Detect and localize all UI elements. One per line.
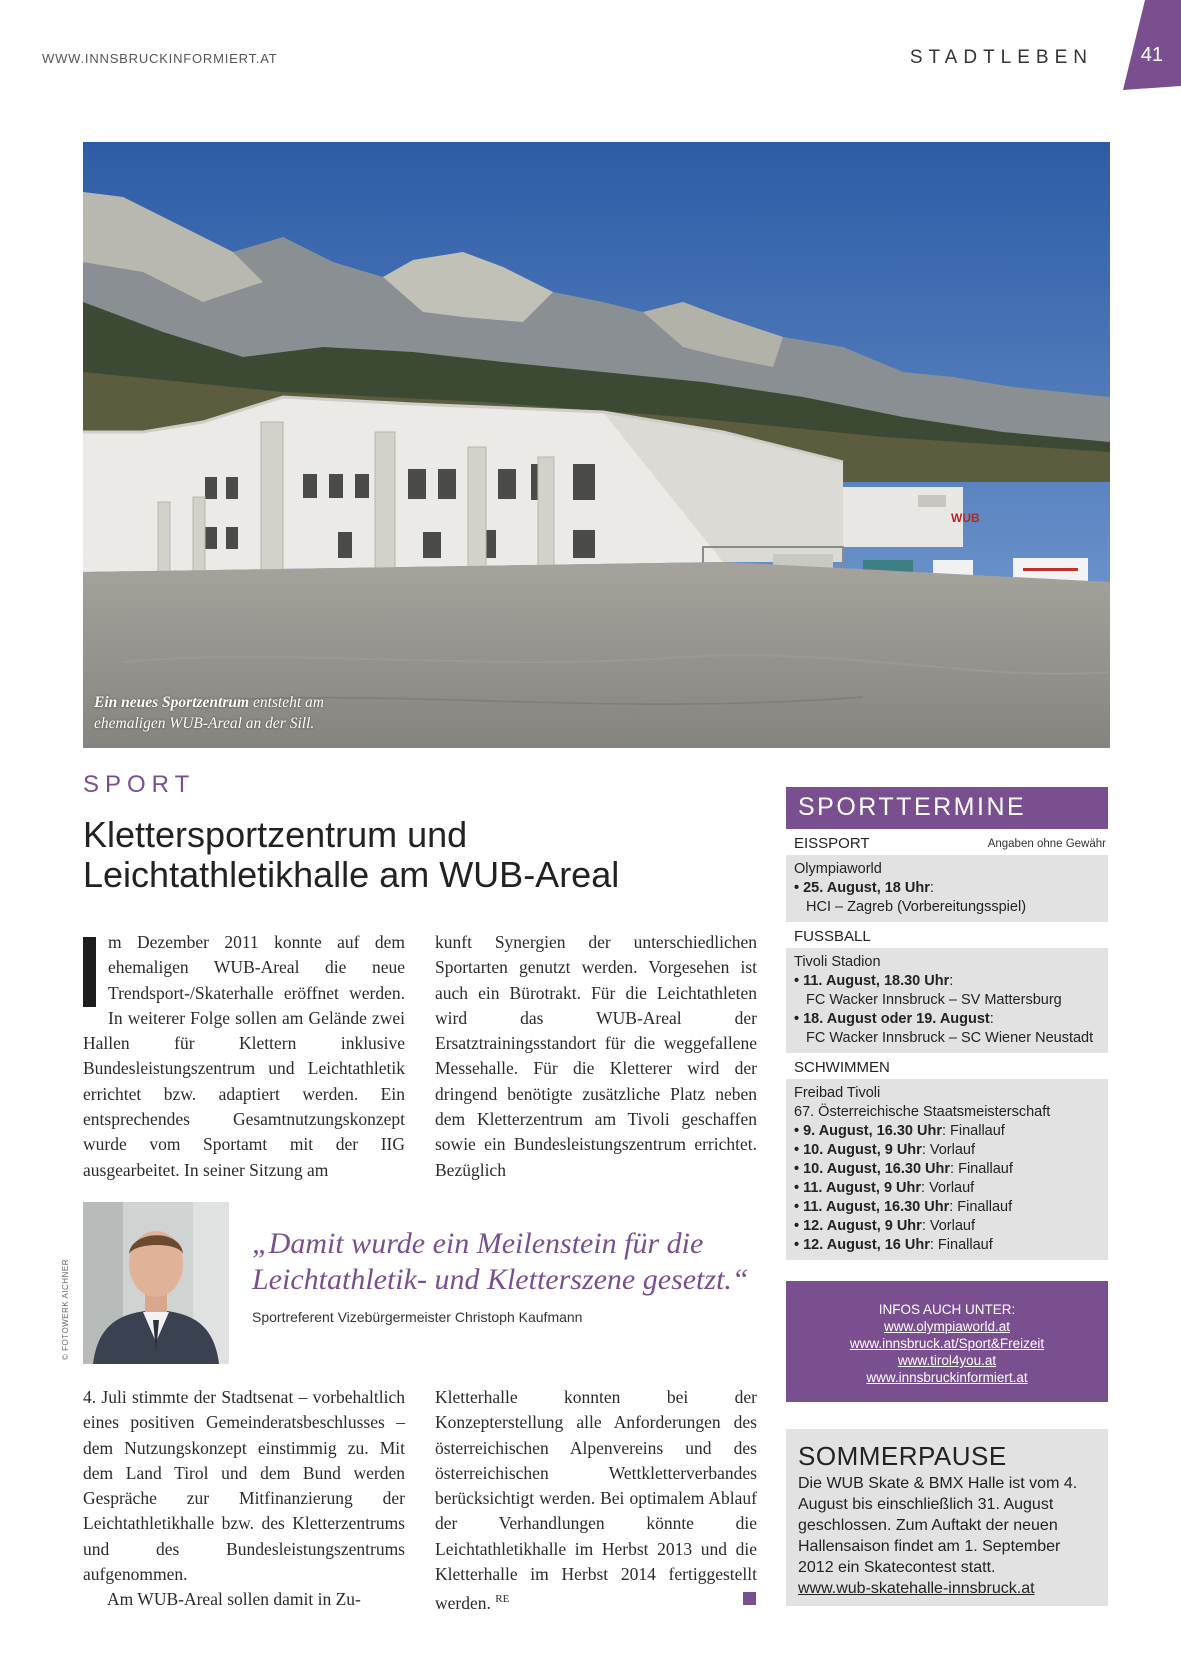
sporttermine-event-line [794, 1122, 1100, 1141]
infos-link-olympiaworld[interactable]: www.olympiaworld.at [883, 1319, 1011, 1334]
site-url: WWW.INNSBRUCKINFORMIERT.AT [42, 51, 278, 66]
sporttermine-event-detail: : Finallauf [949, 1199, 1013, 1215]
sommerpause-link[interactable]: www.wub-skatehalle-innsbruck.at [798, 1580, 1035, 1597]
sporttermine-venue: Freibad Tivoli [794, 1085, 881, 1101]
sporttermine-event-date: • 11. August, 18.30 Uhr [794, 973, 950, 989]
sporttermine-venue: Tivoli Stadion [794, 954, 881, 970]
sommerpause-box [786, 1429, 1108, 1606]
pull-quote-attribution: Sportreferent Vizebürgermeister Christoph Kaufmann [252, 1309, 583, 1325]
headline-line-2: Leichtathletikhalle am WUB-Areal [83, 854, 620, 895]
sporttermine-event-list [786, 855, 1108, 922]
sporttermine-category [786, 829, 1108, 855]
sporttermine-event-line: FC Wacker Innsbruck – SC Wiener Neustadt [806, 1030, 1094, 1046]
sporttermine-event-line: 67. Österreichische Staatsmeisterschaft [794, 1104, 1051, 1120]
sommerpause-text: Die WUB Skate & BMX Halle ist vom 4. August bis einschließlich 31. August geschlossen. Zum Auftakt der neuen Hallensaison findet am 1. September 2012 ein Skatecontest statt. [798, 1475, 1078, 1576]
sporttermine-event-line: FC Wacker Innsbruck – SV Mattersburg [806, 992, 1062, 1008]
sporttermine-event-date: • 10. August, 9 Uhr [794, 1142, 922, 1158]
sporttermine-sections [786, 829, 1108, 1260]
sporttermine-event-detail: : Vorlauf [921, 1180, 975, 1196]
sporttermine-event-date: • 11. August, 9 Uhr [794, 1180, 922, 1196]
photo-caption-rest-2: ehemaligen WUB-Areal an der Sill. [94, 715, 315, 732]
sporttermine-event-line: HCI – Zagreb (Vorbereitungsspiel) [806, 899, 1027, 915]
sporttermine-venue: Olympiaworld [794, 861, 882, 877]
pull-quote-line-2: Leichtathletik- und Kletterszene gesetzt.“ [252, 1263, 749, 1296]
sporttermine-event-detail: : Finallauf [929, 1237, 993, 1253]
sommerpause-title: SOMMERPAUSE [798, 1441, 1007, 1471]
portrait-photo-credit: © FOTOWERK AICHNER [61, 1259, 70, 1360]
column-3-text-2: Am WUB-Areal sollen damit in Zu- [107, 1589, 361, 1610]
sporttermine-disclaimer: Angaben ohne Gewähr [987, 838, 1106, 850]
sporttermine-event-detail: : Finallauf [950, 1161, 1013, 1177]
wub-sign-text: WUB [951, 511, 980, 525]
sporttermine-event-line [794, 1236, 1100, 1255]
infos-link-tirol4you[interactable]: www.tirol4you.at [897, 1353, 997, 1368]
photo-caption [94, 692, 414, 734]
sporttermine-category-label: FUSSBALL [794, 928, 871, 945]
infos-link-innsbruckinformiert[interactable]: www.innsbruckinformiert.at [866, 1370, 1028, 1385]
photo-caption-rest-1: entsteht am [249, 694, 324, 711]
page-number-tab [1115, 0, 1181, 90]
sporttermine-event-date: • 18. August oder 19. August [794, 1011, 990, 1027]
sporttermine-event-line [794, 1217, 1100, 1236]
section-label: STADTLEBEN [909, 47, 1093, 68]
sporttermine-event-detail: : [949, 973, 954, 989]
article-column-2 [435, 930, 757, 1183]
column-4-paragraph [435, 1385, 757, 1617]
sporttermine-category-label: SCHWIMMEN [794, 1059, 890, 1076]
sporttermine-event-list [786, 948, 1108, 1053]
sporttermine-event-date: • 11. August, 16.30 Uhr [794, 1199, 950, 1215]
sporttermine-event-detail: : Vorlauf [921, 1218, 976, 1234]
sporttermine-event-line [794, 1179, 1100, 1198]
article-headline [83, 815, 723, 895]
sporttermine-event-line [794, 1141, 1100, 1160]
sporttermine-event-date: • 9. August, 16.30 Uhr [794, 1123, 942, 1139]
infos-box [786, 1281, 1108, 1402]
column-1-text: m Dezember 2011 konnte auf dem ehemaligen WUB-Areal die neue Trendsport-/Skaterhalle eröffnet werden. In weiterer Folge sollen am Gelände zwei Hallen für Klettern inklusive Bundesleistungszentrum und Leichtathletik errichtet bzw. adaptiert werden. Ein entsprechendes Gesamtnutzungskonzept wurde vom Sportamt mit der IIG ausgearbeitet. In seiner Sitzung am [83, 932, 405, 1180]
headline-line-1: Klettersportzentrum und [83, 814, 468, 855]
dropcap-i [83, 937, 96, 1007]
sporttermine-category [786, 1053, 1108, 1079]
column-2-text: kunft Synergien der unterschiedlichen Sportarten genutzt werden. Vorgesehen ist auch ein Bürotrakt. Für die Leichtathleten wird das WUB-Areal der Ersatztrainingsstandort für die weggefallene Messehalle. Für die Kletterer wird der dringend benötigte zusätzliche Platz neben dem Kletterzentrum am Tivoli geschaffen sowie ein Bundesleistungszentrum errichtet. Bezüglich [435, 932, 757, 1180]
article-photo [83, 142, 1110, 748]
portrait-photo [83, 1202, 229, 1364]
sporttermine-event-detail: : Vorlauf [921, 1142, 976, 1158]
infos-title: INFOS AUCH UNTER: [878, 1302, 1016, 1317]
sporttermine-event-date: • 10. August, 16.30 Uhr [794, 1161, 951, 1177]
sporttermine-category-label: EISSPORT [794, 835, 870, 852]
sporttermine-event-date: • 25. August, 18 Uhr [794, 880, 930, 896]
sporttermine-event-date: • 12. August, 16 Uhr [794, 1237, 930, 1253]
sporttermine-event-list [786, 1079, 1108, 1260]
article-column-4 [435, 1385, 757, 1617]
sporttermine-title: SPORTTERMINE [786, 787, 1108, 829]
sporttermine-event-line [794, 1010, 1100, 1029]
sporttermine-event-date: • 12. August, 9 Uhr [794, 1218, 922, 1234]
sporttermine-event-line [794, 1160, 1100, 1179]
column-3-text-1: 4. Juli stimmte der Stadtsenat – vorbehaltlich eines positiven Gemeinderatsbeschlusses – dem Nutzungskonzept einstimmig zu. Mit dem Land Tirol und dem Bund werden Gespräche zur Mitfinanzierung der Leichtathletikhalle bzw. des Kletterzentrums und des Bundesleistungszentrums aufgenommen. [83, 1387, 405, 1585]
sporttermine-event-line [794, 879, 1100, 898]
article-column-1 [83, 930, 405, 1183]
page-number: 41 [1140, 44, 1163, 66]
sporttermine-event-detail: : Finallauf [941, 1123, 1005, 1139]
portrait-illustration [83, 1202, 229, 1364]
author-mark: RE [495, 1593, 510, 1606]
sporttermine-event-detail: : [929, 880, 934, 896]
pull-quote [252, 1226, 752, 1298]
article-kicker: SPORT [83, 771, 196, 798]
sporttermine-category [786, 922, 1108, 948]
column-4-text: Kletterhalle konnten bei der Konzepterstellung alle Anforderungen des österreichischen Alpenvereins und des österreichischen Wettkletterverbandes berücksichtigt werden. Bei optimalem Ablauf der Verhandlungen könnte die Leichtathletikhalle im Herbst 2013 und die Kletterhalle im Herbst 2014 fertiggestellt werden. [435, 1387, 757, 1614]
photo-illustration [83, 142, 1110, 748]
article-column-3 [83, 1385, 405, 1613]
infos-link-innsbruck-sport[interactable]: www.innsbruck.at/Sport&Freizeit [849, 1336, 1045, 1351]
photo-caption-bold: Ein neues Sportzentrum [94, 694, 250, 711]
sporttermine-event-line [794, 972, 1100, 991]
pull-quote-line-1: „Damit wurde ein Meilenstein für die [252, 1227, 704, 1260]
article-end-mark [743, 1592, 756, 1605]
sporttermine-box [786, 787, 1108, 1260]
sporttermine-event-line [794, 1198, 1100, 1217]
sporttermine-event-detail: : [989, 1011, 994, 1027]
